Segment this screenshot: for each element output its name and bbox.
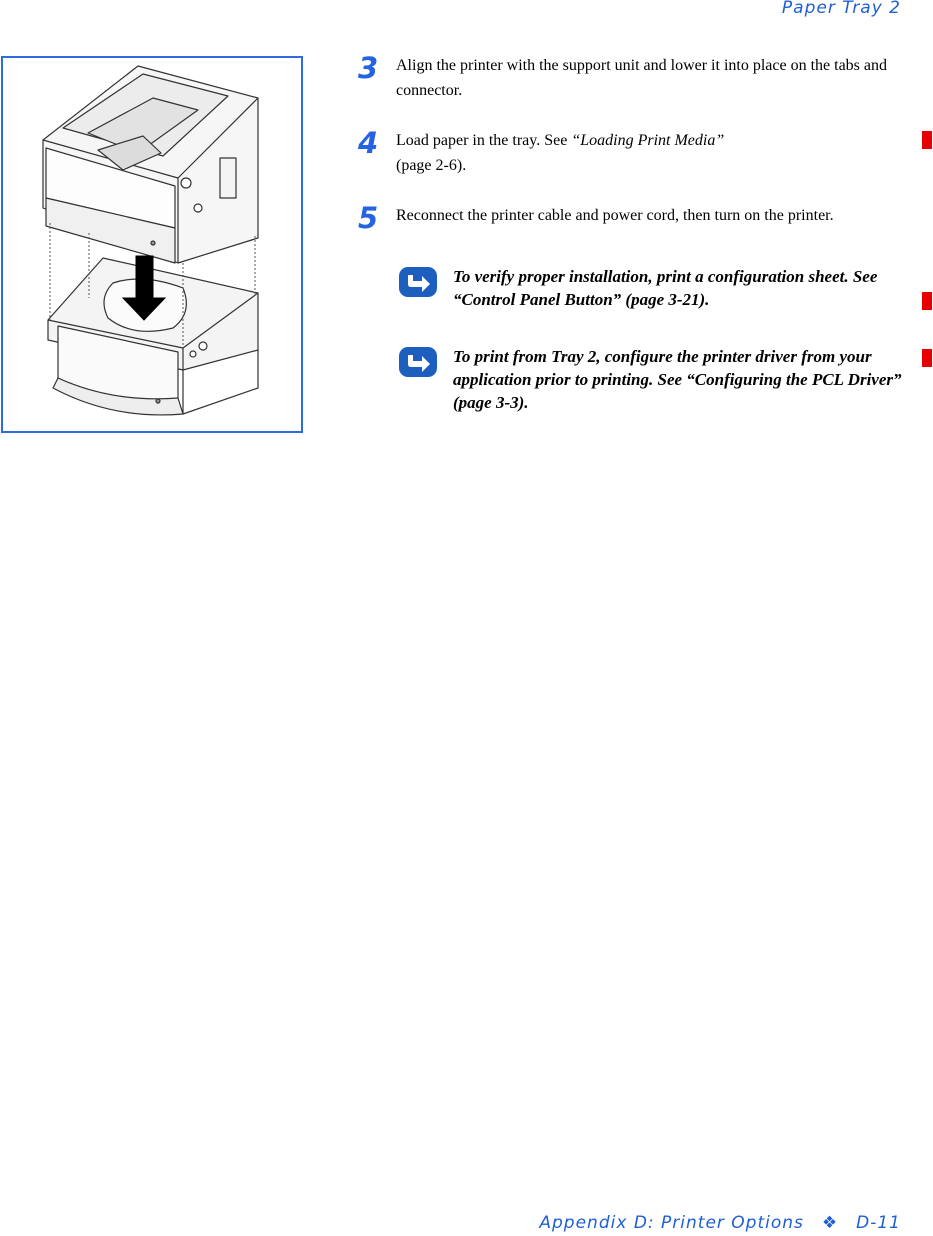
note-1 [398, 265, 908, 311]
step-number: 4 [358, 126, 379, 160]
step-number: 5 [358, 201, 379, 235]
step-4 [358, 128, 903, 178]
note-arrow-icon [398, 266, 438, 298]
note-2 [398, 345, 908, 414]
step-number: 3 [358, 51, 379, 85]
note-text: To verify proper installation, print a configuration sheet. See “Control Panel Button” (page 3-21). [453, 267, 878, 309]
step-text [396, 128, 903, 178]
note-arrow-icon [398, 346, 438, 378]
step-text: Reconnect the printer cable and power cord, then turn on the printer. [396, 207, 834, 224]
running-footer [539, 1213, 901, 1233]
cross-reference-link[interactable]: “Loading Print Media” [571, 132, 725, 149]
page-reference: (page 2-6). [396, 157, 467, 174]
page-number: D-11 [856, 1213, 901, 1233]
revision-change-bar [922, 349, 932, 367]
step-text-lead: Load paper in the tray. See [396, 132, 572, 149]
printer-tray-illustration [3, 58, 301, 431]
printer-installation-figure [1, 56, 303, 433]
step-5 [358, 201, 903, 235]
step-3 [358, 53, 903, 103]
note-text: To print from Tray 2, configure the printer driver from your application prior to printing. See “Configuring the PCL Driver” (page 3-3). [453, 347, 902, 412]
footer-separator: ❖ [821, 1213, 839, 1233]
running-header-title: Paper Tray 2 [781, 0, 901, 18]
footer-section: Appendix D: Printer Options [539, 1213, 804, 1233]
revision-change-bar [922, 131, 932, 149]
step-text: Align the printer with the support unit and lower it into place on the tabs and connector. [396, 57, 888, 99]
revision-change-bar [922, 292, 932, 310]
